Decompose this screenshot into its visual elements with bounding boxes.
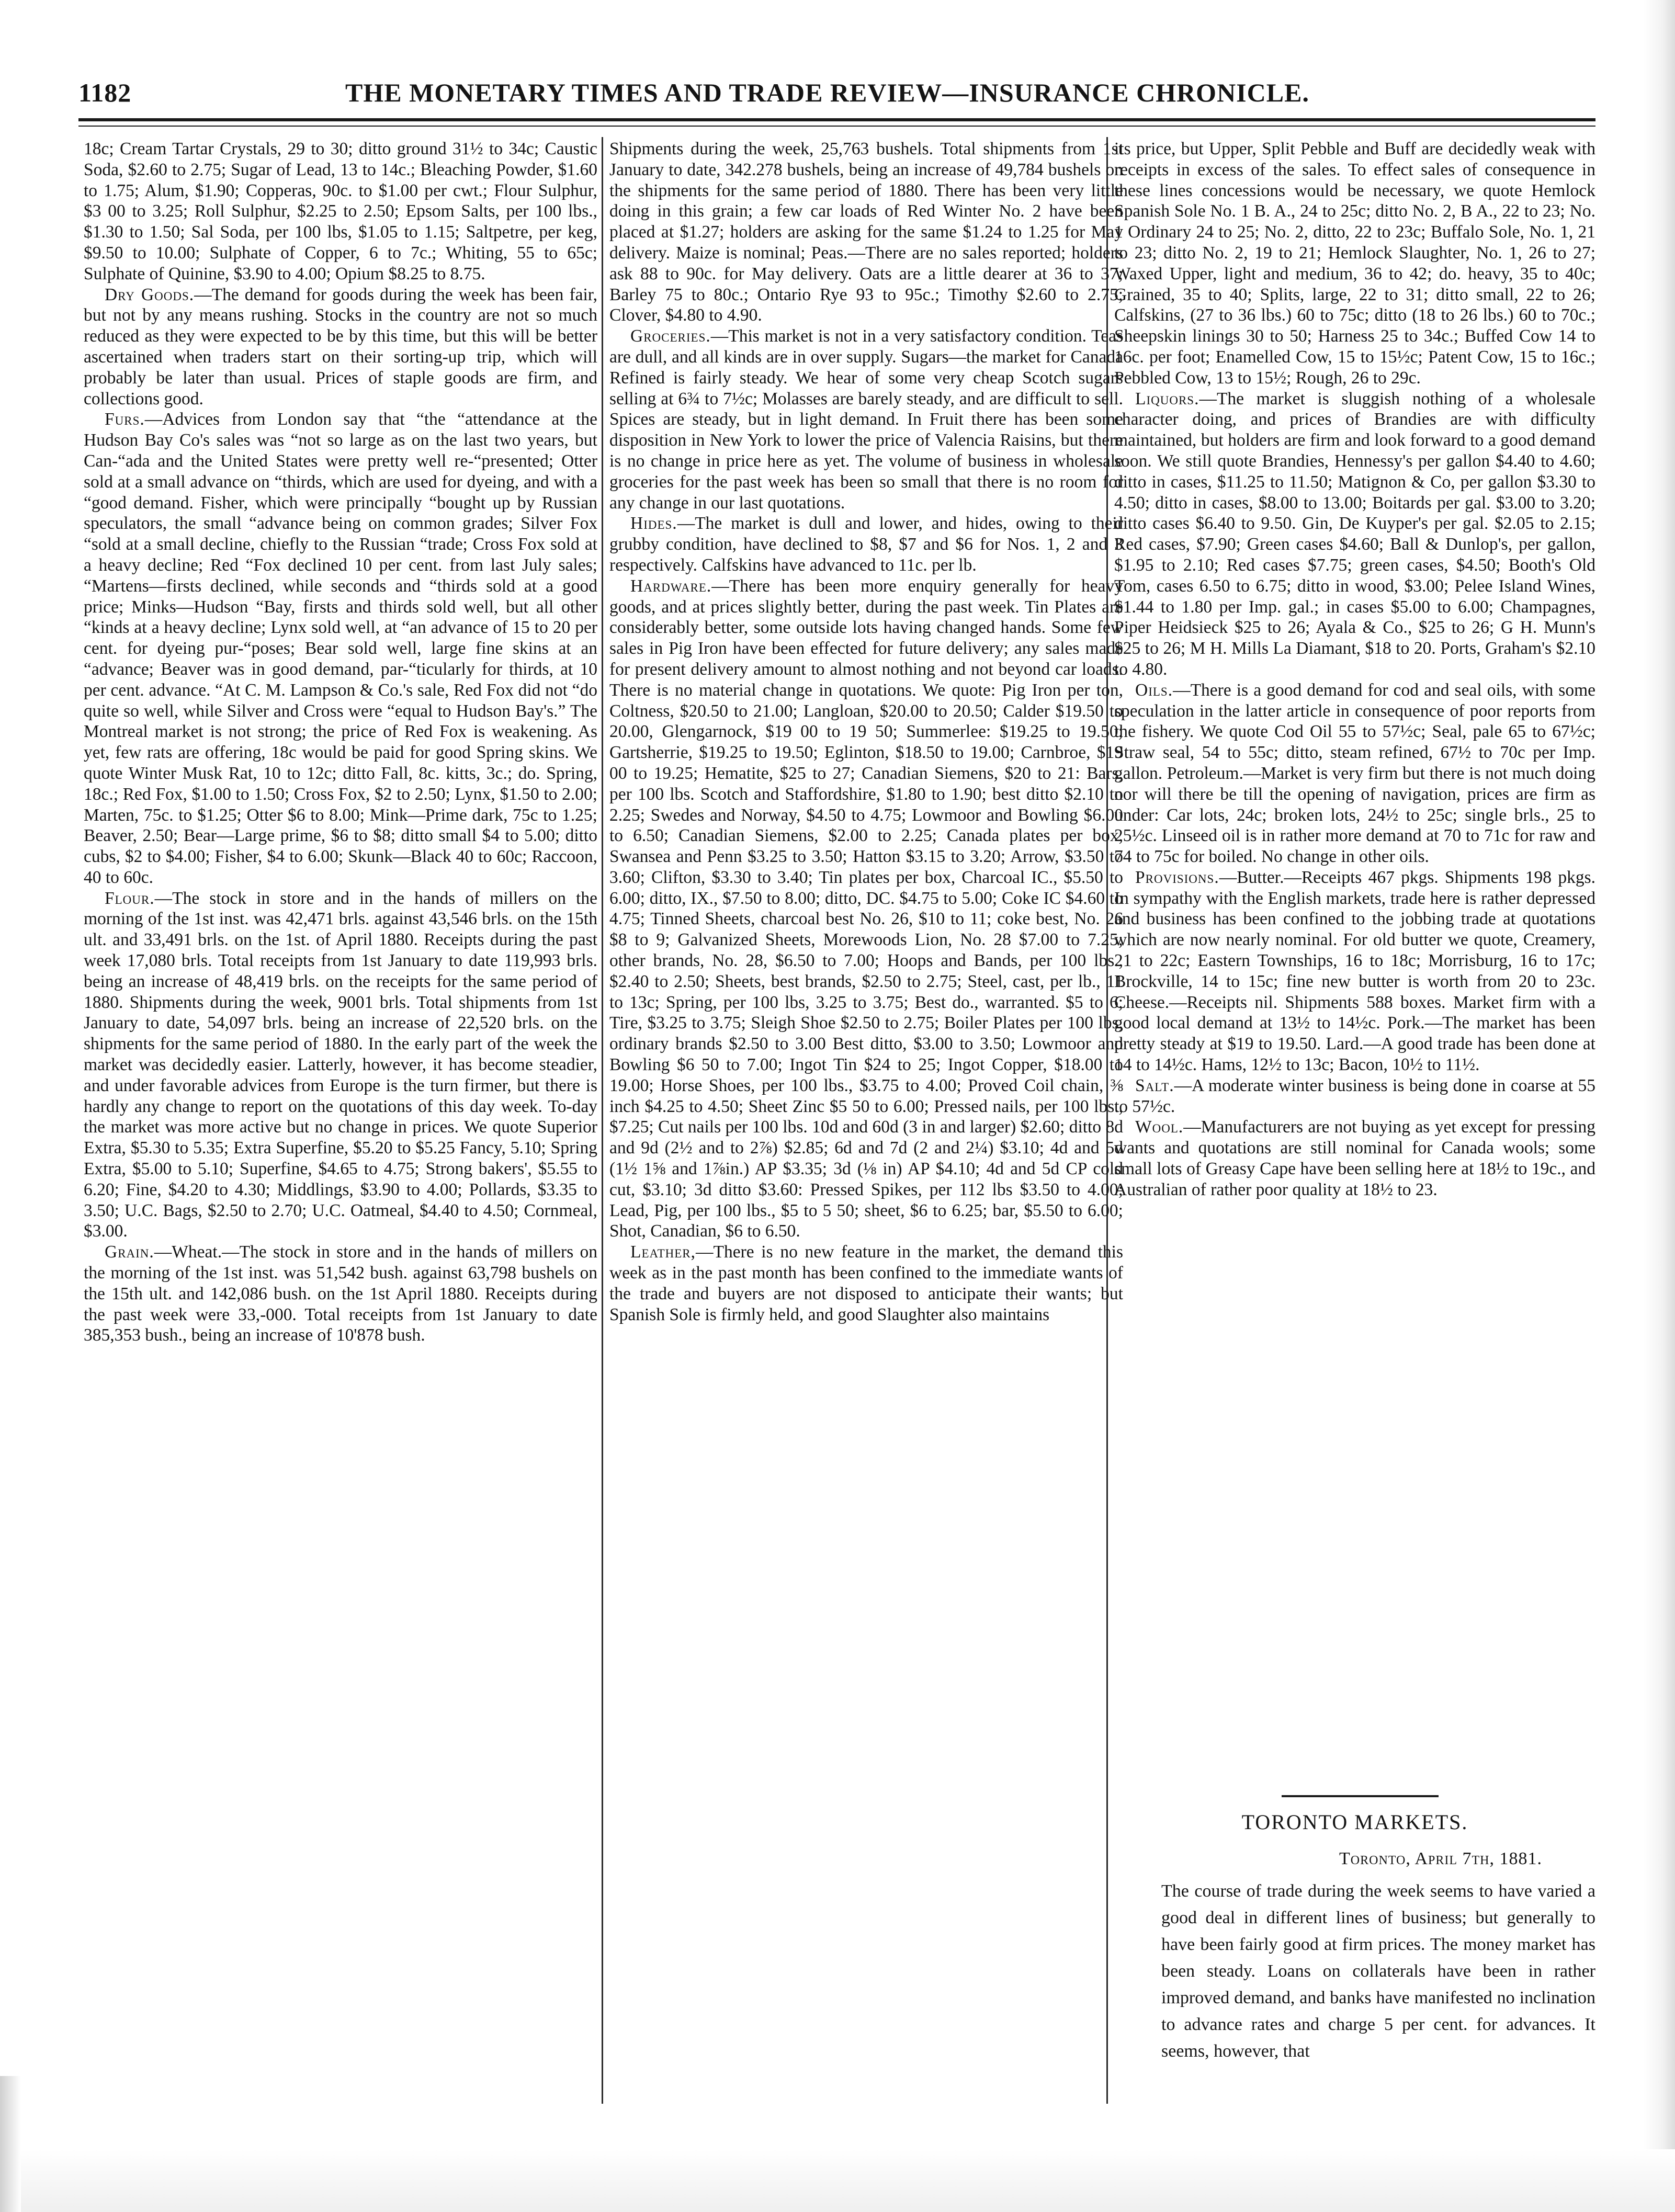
flour-text: —The stock in store and in the hands of millers on the morning of the 1st inst. was 42,471 brls. against 43,546 brls. on the 15th ult. and 33,491 brls. on the 1st. of April 1880. Receipts during the past week 17,080 brls. Total receipts from 1st January to date 119,993 brls. being an increase of 48,419 brls. on the receipts for the same period of 1880. Shipments during the week, 9001 brls. Total shipments from 1st January to date, 54,097 brls. being an increase of 22,520 brls. on the shipments for the same period of 1880. In the early part of the week the market was decidedly easier. Latterly, however, it has become steadier, and under favorable advices from Europe is the turn firmer, but there is hardly any change to report on the quotations of this day week. To-day the market was more active but no change in prices. We quote Superior Extra, $5.30 to 5.35; Extra Superfine, $5.20 to $5.25 Fancy, 5.10; Spring Extra, $5.00 to 5.10; Superfine, $4.65 to 4.75; Strong bakers', $5.55 to 6.20; Fine, $4.20 to 4.30; Middlings, $3.90 to 4.00; Pollards, $3.35 to 3.50; U.C. Bags, $2.50 to 2.70; U.C. Oatmeal, $4.40 to 4.50; Cornmeal, $3.00.: [84, 888, 597, 1241]
groceries-heading: Groceries.: [630, 326, 711, 346]
dry-goods-text: —The demand for goods during the week has been fair, but not by any means rushing. Stocks in the country are not so much reduced as they were expected to be by this time, but this will be better ascertained when traders start on their sorting-up trip, which will probably be later than usual. Prices of staple goods are firm, and collections good.: [84, 285, 597, 409]
flour-heading: Flour.: [105, 888, 155, 908]
grain-paragraph: [84, 1242, 597, 1346]
salt-text: —A moderate winter business is being done in coarse at 55 to 57½c.: [1114, 1075, 1595, 1116]
oils-heading: Oils.: [1135, 680, 1173, 700]
hides-text: —The market is dull and lower, and hides, owing to their grubby condition, have declined to $8, $7 and $6 for Nos. 1, 2 and 3 respectively. Calfskins have advanced to 11c. per lb.: [609, 514, 1123, 575]
page-edge-shadow: [1644, 0, 1675, 2212]
furs-heading: Furs.: [105, 410, 145, 429]
leather-text: —There is no new feature in the market, the demand this week as in the past month has been confined to the immediate wants of the trade and buyers are not disposed to anticipate their wants; but Spanish Sole is firmly held, and good Slaughter also maintains: [609, 1242, 1123, 1324]
leather-continued-paragraph: its price, but Upper, Split Pebble and Buff are decidedly weak with receipts in excess of the sales. To effect sales of consequence in these lines concessions would be necessary, we quote Hemlock Spanish Sole No. 1 B. A., 24 to 25c; ditto No. 2, B A., 22 to 23; No. 1 Ordinary 24 to 25; No. 2, ditto, 22 to 23c; Buffalo Sole, No. 1, 21 to 23; ditto No. 2, 19 to 21; Hemlock Slaughter, No. 1, 26 to 27; Waxed Upper, light and medium, 36 to 42; do. heavy, 35 to 40c; Grained, 35 to 40; Splits, large, 22 to 31; ditto small, 22 to 26; Calfskins, (27 to 36 lbs.) 60 to 75c; ditto (18 to 26 lbs.) 60 to 70c.; Sheepskin linings 30 to 50; Harness 25 to 34c.; Buffed Cow 14 to 16c. per foot; Enamelled Cow, 15 to 15½c; Patent Cow, 15 to 16c.; Pebbled Cow, 13 to 15½; Rough, 26 to 29c.: [1114, 139, 1595, 388]
liquors-paragraph: [1114, 389, 1595, 680]
groceries-paragraph: [609, 326, 1123, 513]
oils-text: —There is a good demand for cod and seal oils, with some speculation in the latter article in consequence of poor reports from the fishery. We quote Cod Oil 55 to 57½c; Seal, pale 65 to 67½c; Straw seal, 54 to 55c; ditto, steam refined, 67½ to 70c per Imp. gallon. Petroleum.—Market is very firm but there is not much doing nor will there be till the opening of navigation, prices are firm as under: Car lots, 24c; broken lots, 24½ to 25c; single brls., 25 to 25½c. Linseed oil is in rather more demand at 70 to 71c for raw and 74 to 75c for boiled. No change in other oils.: [1114, 680, 1595, 867]
grain-continued-paragraph: Shipments during the week, 25,763 bushels. Total shipments from 1st January to date, 342.278 bushels, being an increase of 49,784 bushels on the shipments for the same period of 1880. There has been very little doing in this grain; a few car loads of Red Winter No. 2 have been placed at $1.27; holders are asking for the same $1.24 to 1.25 for May delivery. Maize is nominal; Peas.—There are no sales reported; holders ask 88 to 90c. for May delivery. Oats are a little dearer at 36 to 37; Barley 75 to 80c.; Ontario Rye 93 to 95c.; Timothy $2.60 to 2.75; Clover, $4.80 to 4.90.: [609, 139, 1123, 325]
provisions-text: —Butter.—Receipts 467 pkgs. Shipments 198 pkgs. In sympathy with the English markets, trade here is rather depressed and business has been confined to the jobbing trade at quotations which are now nearly nominal. For old butter we quote, Creamery, 21 to 22c; Eastern Townships, 16 to 18c; Morrisburg, 16 to 17c; Brockville, 14 to 15c; fine new butter is worth from 20 to 23c. Cheese.—Receipts nil. Shipments 588 boxes. Market firm with a good local demand at 13½ to 14½c. Pork.—The market has been pretty steady at $19 to 19.50. Lard.—A good trade has been done at 14 to 14½c. Hams, 12½ to 13c; Bacon, 10½ to 11½.: [1114, 867, 1595, 1075]
toronto-dateline: Toronto, April 7th, 1881.: [1339, 1849, 1543, 1868]
leather-paragraph: [609, 1242, 1123, 1325]
masthead-title: THE MONETARY TIMES AND TRADE REVIEW—INSURANCE CHRONICLE.: [345, 78, 1309, 107]
dry-goods-paragraph: [84, 285, 597, 410]
hardware-text: —There has been more enquiry generally for heavy goods, and at prices slightly better, during the past week. Tin Plates are considerably better, some outside lots having changed hands. Some few sales in Pig Iron have been effected for future delivery; any sales made for present delivery amount to almost nothing and not beyond car loads. There is no material change in quotations. We quote: Pig Iron per ton, Coltness, $20.50 to 21.00; Langloan, $20.00 to 20.50; Calder $19.50 to 20.00, Glengarnock, $19 00 to 19 50; Summerlee: $19.25 to 19.50; Gartsherrie, $19.25 to 19.50; Eglinton, $18.50 to 19.00; Carnbroe, $19 00 to 19.25; Hematite, $25 to 27; Canadian Siemens, $20 to 21: Bars, per 100 lbs. Scotch and Staffordshire, $1.80 to 1.90; best ditto $2.10 to 2.25; Swedes and Norway, $4.50 to 4.75; Lowmoor and Bowling $6.00 to 6.50; Canadian Siemens, $2.00 to 2.25; Canada plates per box, Swansea and Penn $3.25 to 3.50; Hatton $3.15 to 3.20; Arrow, $3.50 to 3.60; Clifton, $3.30 to 3.40; Tin plates per box, Charcoal IC., $5.50 to 6.00; ditto, IX., $7.50 to 8.00; ditto, DC. $4.75 to 5.00; Coke IC $4.60 to 4.75; Tinned Sheets, charcoal best No. 26, $10 to 11; coke best, No. 26 $8 to 9; Galvanized Sheets, Morewoods Lion, No. 28 $7.00 to 7.25; other brands, No. 28, $6.50 to 7.00; Hoops and Bands, per 100 lbs., $2.40 to 2.50; Sheets, best brands, $2.50 to 2.75; Steel, cast, per lb., 11 to 13c; Spring, per 100 lbs, 3.25 to 3.75; Best do., warranted. $5 to 6; Tire, $3.25 to 3.75; Sleigh Shoe $2.50 to 2.75; Boiler Plates per 100 lbs, ordinary brands $2.50 to 3.00 Best ditto, $3.00 to 3.50; Lowmoor and Bowling $6 50 to 7.00; Ingot Tin $24 to 25; Ingot Copper, $18.00 to 19.00; Horse Shoes, per 100 lbs., $3.75 to 4.00; Proved Coil chain, ⅜ inch $4.25 to 4.50; Sheet Zinc $5 50 to 6.00; Pressed nails, per 100 lbs., $7.25; Cut nails per 100 lbs. 10d and 60d (3 in and larger) $2.60; ditto 8d and 9d (2½ and to 2⅞) $2.85; 6d and 7d (2 and 2¼) $3.10; 4d and 5d (1½ 1⅝ and 1⅞in.) AP $3.35; 3d (⅛ in) AP $4.10; 4d and 5d CP cold cut, $3.10; 3d ditto $3.60: Pressed Spikes, per 112 lbs $3.50 to 4.00; Lead, Pig, per 100 lbs., $5 to 5 50; sheet, $6 to 6.25; bar, $5.50 to 6.00; Shot, Canadian, $6 to 6.50.: [609, 576, 1123, 1241]
wool-text: —Manufacturers are not buying as yet except for pressing wants and quotations are still nominal for Canada wools; some small lots of Greasy Cape have been selling here at 18½ to 19c., and Australian of rather poor quality at 18½ to 23.: [1114, 1117, 1595, 1199]
toronto-markets-body: [1161, 1878, 1595, 2108]
leather-heading: Leather,: [630, 1242, 696, 1262]
toronto-paragraph: The course of trade during the week seems to have varied a good deal in different lines of business; but generally to have been fairly good at firm prices. The money market has been steady. Loans on collaterals have been in rather improved demand, and banks have manifested no inclination to advance rates and charge 5 per cent. for advances. It seems, however, that: [1161, 1881, 1595, 2061]
wool-paragraph: [1114, 1117, 1595, 1200]
toronto-markets-heading: TORONTO MARKETS.: [1241, 1810, 1468, 1834]
liquors-heading: Liquors.: [1135, 389, 1199, 409]
column-1: [84, 139, 597, 2105]
hides-paragraph: [609, 513, 1123, 575]
provisions-paragraph: [1114, 867, 1595, 1075]
salt-paragraph: [1114, 1075, 1595, 1117]
furs-paragraph: [84, 409, 597, 888]
page-number: 1182: [78, 78, 132, 107]
oils-paragraph: [1114, 680, 1595, 867]
grain-heading: Grain.: [105, 1242, 154, 1262]
wool-heading: Wool.: [1135, 1117, 1184, 1137]
grain-text: —Wheat.—The stock in store and in the hands of millers on the morning of the 1st inst. was 51,542 bush. against 63,798 bushels on the 15th ult. and 142,086 bush. on the 1st April 1880. Receipts during the past week were 33,-000. Total receipts from 1st January to date 385,353 bush., being an increase of 10'878 bush.: [84, 1242, 597, 1345]
liquors-text: —The market is sluggish nothing of a wholesale character doing, and prices of Brandies are with difficulty maintained, but holders are firm and look forward to a good demand soon. We still quote Brandies, Hennessy's per gallon $4.40 to 4.60; ditto in cases, $11.25 to 11.50; Matignon & Co, per gallon $3.30 to 4.50; ditto in cases, $8.00 to 13.00; Boitards per gal. $3.00 to 3.20; ditto cases $6.40 to 9.50. Gin, De Kuyper's per gal. $2.05 to 2.15; Red cases, $7.90; Green cases $4.60; Ball & Dunlop's, per gallon, $1.95 to 2.10; Red cases $7.75; green cases, $4.50; Booth's Old Tom, cases 6.50 to 6.75; ditto in wood, $3.00; Pelee Island Wines, $1.44 to 1.80 per Imp. gal.; in cases $5.00 to 6.00; Champagnes, Piper Heidsieck $25 to 26; Ayala & Co., $25 to 26; G H. Munn's $25 to 26; M H. Mills La Diamant, $18 to 20. Ports, Graham's $2.10 to 4.80.: [1114, 389, 1595, 679]
salt-heading: Salt.: [1135, 1075, 1174, 1095]
binding-edge: [0, 2076, 21, 2212]
furs-text: —Advices from London say that “the “attendance at the Hudson Bay Co's sales was “not so large as on the last two years, but Can-“ada and the United States were pretty well re-“presented; Otter sold at a small advance on “thirds, which are used for dyeing, and with a “good demand. Fisher, which were principally “bought up by Russian speculators, the small “advance being on common grades; Silver Fox “sold at a small decline, chiefly to the Russian “trade; Cross Fox sold at a heavy decline; Red “Fox declined 10 per cent. from last July sales; “Martens—firsts declined, while seconds and “thirds sold at a good price; Minks—Hudson “Bay, firsts and thirds sold well, but all other “kinds at a heavy decline; Lynx sold well, at “an advance of 15 to 20 per cent. for dyeing pur-“poses; Bear sold well, large fine skins at an “advance; Beaver was in good demand, par-“ticularly for thirds, at 10 per cent. advance. “At C. M. Lampson & Co.'s sale, Red Fox did not “do quite so well, while Silver and Cross were “equal to Hudson Bay's.” The Montreal market is not strong; the price of Red Fox is weakening. As yet, few rats are offering, 18c would be paid for good Spring skins. We quote Winter Musk Rat, 10 to 12c; ditto Fall, 8c. kitts, 3c.; do. Spring, 18c.; Red Fox, $1.00 to 1.50; Cross Fox, $2 to 2.50; Lynx, $1.50 to 2.00; Marten, 75c. to $1.25; Otter $6 to 8.00; Mink—Prime dark, 75c to 1.25; Beaver, 2.50; Bear—Large prime, $6 to $8; ditto small $4 to 5.00; ditto cubs, $2 to $4.00; Fisher, $4 to 6.00; Skunk—Black 40 to 60c; Raccoon, 40 to 60c.: [84, 410, 597, 887]
header-rule-thick: [78, 118, 1595, 121]
page-header: [78, 77, 1595, 109]
hardware-paragraph: [609, 576, 1123, 1242]
flour-paragraph: [84, 888, 597, 1242]
header-rule-thin: [78, 126, 1595, 127]
groceries-text: —This market is not in a very satisfactory condition. Teas are dull, and all kinds are in over supply. Sugars—the market for Canada Refined is fairly steady. We hear of some very cheap Scotch sugars selling at 6¾ to 7½c; Molasses are barely steady, and are difficult to sell. Spices are steady, but in light demand. In Fruit there has been some disposition in New York to lower the price of Valencia Raisins, but there is no change in price here as yet. The volume of business in wholesale groceries for the past week has been so small that there is no room for any change in our last quotations.: [609, 326, 1123, 513]
toronto-section-rule: [1282, 1795, 1439, 1797]
column-divider-1: [602, 137, 603, 2104]
column-2: [609, 139, 1123, 2105]
chemicals-paragraph: 18c; Cream Tartar Crystals, 29 to 30; ditto ground 31½ to 34c; Caustic Soda, $2.60 to 2.75; Sugar of Lead, 13 to 14c.; Bleaching Powder, $1.60 to 1.75; Alum, $1.90; Copperas, 90c. to $1.00 per cwt.; Flour Sulphur, $3 00 to 3.25; Roll Sulphur, $2.25 to 2.50; Epsom Salts, per 100 lbs., $1.30 to 1.50; Sal Soda, per 100 lbs, $1.05 to 1.15; Saltpetre, per keg, $9.50 to 10.00; Sulphate of Copper, 6 to 7c.; Whiting, 55 to 65c; Sulphate of Quinine, $3.90 to 4.00; Opium $8.25 to 8.75.: [84, 139, 597, 283]
provisions-heading: Provisions.: [1135, 867, 1219, 887]
hides-heading: Hides.: [630, 514, 677, 534]
dry-goods-heading: Dry Goods.: [105, 285, 195, 304]
page-bottom-shadow: [0, 2149, 1675, 2212]
hardware-heading: Hardware.: [630, 576, 712, 596]
